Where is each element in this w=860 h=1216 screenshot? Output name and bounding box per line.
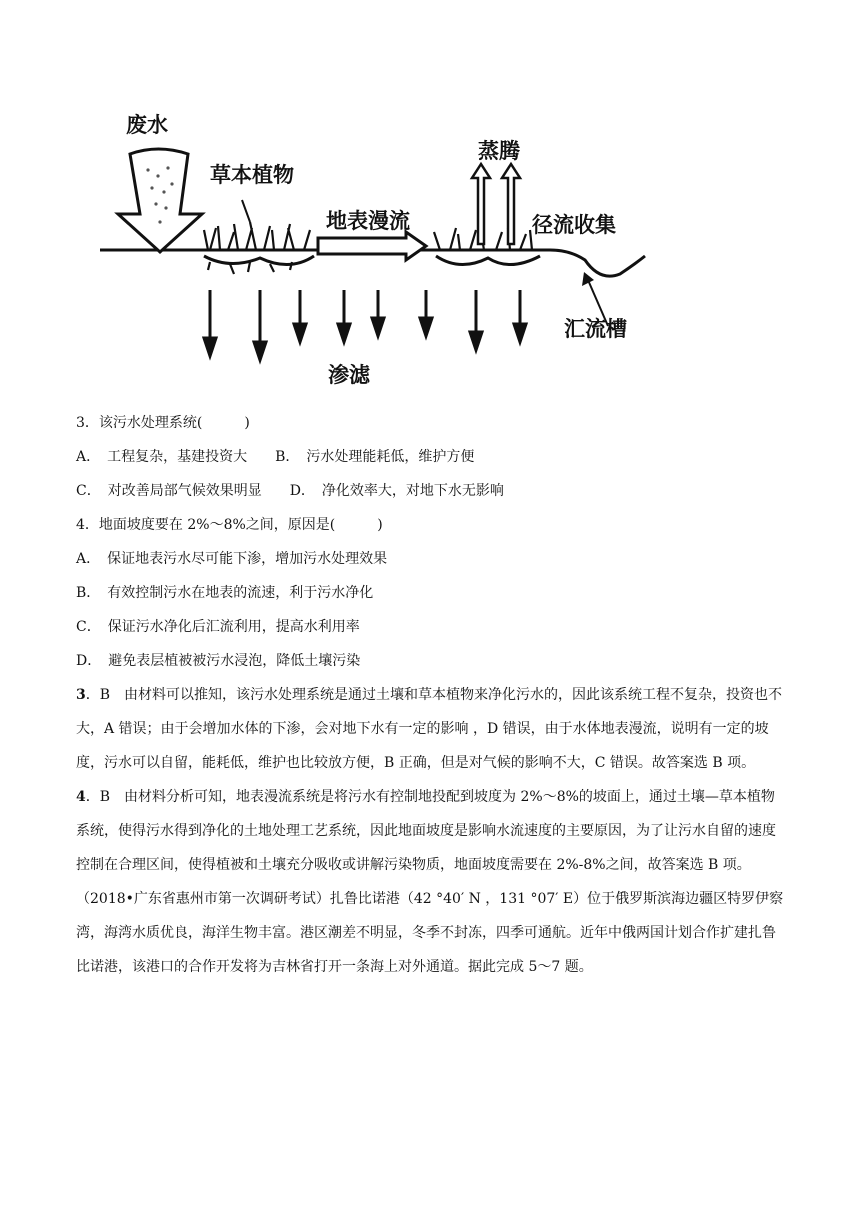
q4-option-c: C． 保证污水净化后汇流利用，提高水利用率: [76, 619, 360, 635]
answer-4-number: 4: [76, 789, 86, 805]
plant-pointer-arrow: [242, 200, 250, 222]
q3-options-cd: C． 对改善局部气候效果明显 D． 净化效率大，对地下水无影响: [76, 483, 504, 499]
q3-options-ab: A． 工程复杂，基建投资大 B． 污水处理能耗低，维护方便: [76, 449, 475, 465]
infiltration-label: 渗滤: [328, 363, 370, 387]
evaporation-label: 蒸腾: [478, 139, 520, 163]
q4-option-a: A． 保证地表污水尽可能下渗，增加污水处理效果: [76, 551, 388, 567]
plant-cluster-left: [204, 222, 314, 274]
evaporation-arrows: [472, 164, 520, 244]
channel-pointer-head: [582, 272, 594, 286]
infiltration-arrows: [204, 290, 526, 360]
wastewater-arrow: [118, 149, 202, 252]
q3-stem: 3．该污水处理系统( ): [76, 415, 250, 431]
wastewater-label: 废水: [126, 113, 168, 137]
passage-5-7: （2018•广东省惠州市第一次调研考试）扎鲁比诺港（42 °40′ N ，131 °07′ E）位于俄罗斯滨海边疆区特罗伊察湾，海湾水质优良，海洋生物丰富。港区潮差不明显，冬季不封冻，四季可通航。近年中俄两国计划合作扩建扎鲁比诺港，该港口的合作开发将为吉林省打开一条海上对外通道。据此完成 5～7 题。: [76, 891, 784, 975]
herbaceous-plants-label: 草本植物: [210, 163, 294, 187]
q4-stem: 4．地面坡度要在 2%～8%之间，原因是( ): [76, 517, 383, 533]
document-body: [76, 406, 788, 984]
answer-3-text: ．B 由材料可以推知，该污水处理系统是通过土壤和草本植物来净化污水的，因此该系统工程不复杂，投资也不大，A 错误；由于会增加水体的下渗，会对地下水有一定的影响 ，D 错误，由于水体地表漫流，说明有一定的坡度，污水可以自留，能耗低，维护也比较放方便，B 正确，但是对气候的影响不大，C 错误。故答案选 B 项。: [76, 687, 783, 771]
collection-channel-curve: [550, 250, 645, 276]
answer-3-number: 3: [76, 687, 86, 703]
overland-flow-arrow: [318, 232, 426, 260]
answer-3: [76, 678, 788, 780]
answer-4: [76, 780, 788, 882]
q4-option-b: B． 有效控制污水在地表的流速，利于污水净化: [76, 585, 374, 601]
answer-4-text: ．B 由材料分析可知，地表漫流系统是将污水有控制地投配到坡度为 2%～8%的坡面上，通过土壤—草本植物系统，使得污水得到净化的土地处理工艺系统，因此地面坡度是影响水流速度的主要原因，为了让污水自留的速度控制在合理区间，使得植被和土壤充分吸收或讲解污染物质，地面坡度需要在 2%-8%之间，故答案选 B 项。: [76, 789, 776, 873]
land-treatment-diagram: [100, 104, 660, 394]
collection-channel-label: 汇流槽: [564, 317, 627, 341]
runoff-collection-label: 径流收集: [532, 213, 616, 237]
diagram-svg: [100, 104, 660, 394]
plant-cluster-right: [434, 226, 540, 265]
q4-option-d: D． 避免表层植被被污水浸泡，降低土壤污染: [76, 653, 361, 669]
overland-flow-label: 地表漫流: [326, 209, 410, 233]
